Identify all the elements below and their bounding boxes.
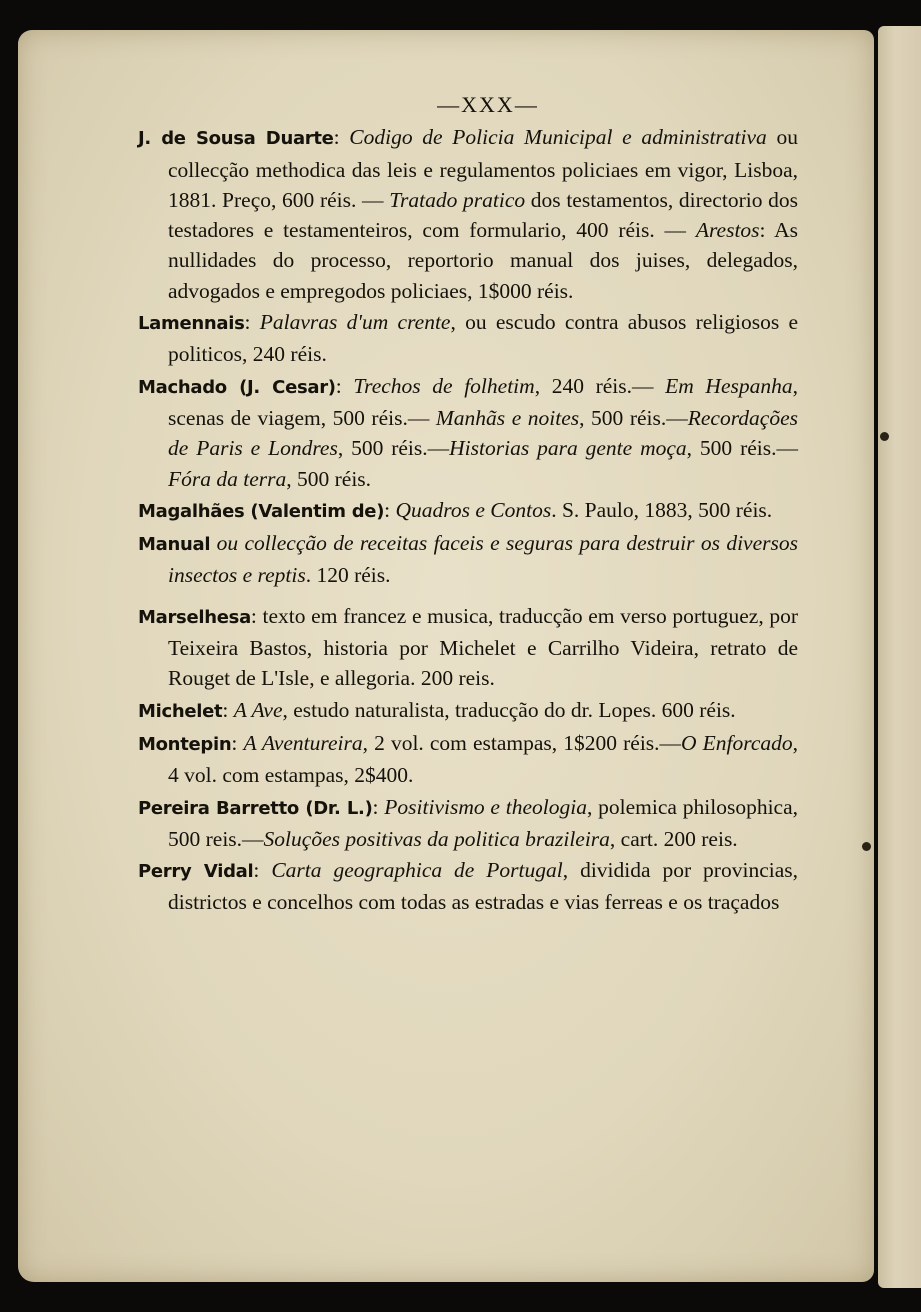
entry-title-text: Tratado pratico: [389, 187, 526, 212]
entry-text: , 500 réis.: [286, 466, 372, 491]
entry-text: :: [253, 858, 272, 883]
entry-title-text: Manhãs e noites: [435, 405, 580, 430]
catalogue-entries: [138, 122, 798, 917]
ink-mark: [862, 842, 871, 851]
catalogue-entry: [138, 528, 798, 591]
entry-headword: Magalhães (Valentim de): [138, 500, 385, 522]
catalogue-entry: [138, 371, 798, 494]
entry-headword: Machado (J. Cesar): [138, 376, 336, 398]
entry-title-text: ou collecção de receitas faceis e seguras para destruir os diversos insectos e reptis: [168, 531, 798, 588]
entry-headword: J. de Sousa Duarte: [138, 128, 334, 150]
entry-text: , polemica philosophica, 500 reis.—: [168, 794, 799, 851]
entry-text: , 4 vol. com estampas, 2$400.: [168, 730, 798, 788]
entry-text: : As nullidades do processo, reportorio manual dos juises, delegados, advogados e empregodos policiaes, 1$000 réis.: [168, 218, 798, 303]
running-head: —XXX—: [437, 92, 539, 117]
entry-text: , 500 réis.—: [686, 436, 798, 461]
entry-title-text: Codigo de Policia Municipal e administrativa: [349, 125, 767, 150]
ink-mark: [880, 432, 889, 441]
entry-headword: Michelet: [138, 700, 223, 722]
entry-title-text: Recordações de Paris e Londres: [168, 405, 798, 461]
entry-title-text: Arestos: [695, 218, 760, 243]
catalogue-entry: [138, 495, 798, 527]
entry-headword: Manual: [138, 534, 211, 556]
entry-headword: Pereira Barretto (Dr. L.): [138, 797, 373, 819]
entry-text: , 2 vol. com estampas, 1$200 réis.—: [362, 730, 682, 755]
catalogue-entry: [138, 601, 798, 694]
entry-title-text: Soluções positivas da politica brazileira: [263, 826, 610, 851]
entry-title-text: Quadros e Contos: [395, 497, 552, 522]
catalogue-entry: [138, 728, 798, 791]
entry-text: :: [244, 310, 260, 335]
entry-title-text: A Ave: [233, 697, 283, 722]
entry-text: , ou escudo contra abusos religiosos e politicos, 240 réis.: [168, 310, 798, 367]
adjacent-page-edge: [878, 26, 921, 1288]
entry-title-text: Palavras d'um crente: [259, 310, 451, 335]
entry-text: , dividida por provincias, districtos e concelhos com todas as estradas e vias ferreas e os traçados: [168, 858, 798, 915]
entry-title-text: Carta geographica de Portugal: [271, 858, 563, 883]
entry-text: :: [222, 697, 234, 722]
entry-title-text: Trechos de folhetim: [353, 373, 535, 398]
entry-title-text: Positivismo e theologia: [384, 794, 587, 819]
entry-text: :: [333, 125, 350, 150]
entry-headword: Perry Vidal: [138, 861, 254, 883]
entry-text: , 500 réis.—: [579, 405, 688, 430]
entry-title-text: A Aventureira: [243, 730, 363, 755]
entry-text: , scenas de viagem, 500 réis.—: [168, 373, 798, 430]
entry-title-text: Em Hespanha: [665, 373, 793, 398]
entry-headword: Montepin: [138, 733, 232, 755]
entry-text: . S. Paulo, 1883, 500 réis.: [551, 497, 773, 522]
entry-text: :: [384, 497, 396, 522]
entry-text: dos testamentos, directorio dos testadores e testamenteiros, com formulario, 400 réis. —: [168, 187, 798, 243]
entry-headword: Marselhesa: [138, 606, 251, 628]
book-page: [18, 30, 874, 1282]
catalogue-entry: [138, 792, 798, 855]
entry-text: ou collecção methodica das leis e regulamentos policiaes em vigor, Lisboa, 1881. Preço, 600 réis. —: [168, 125, 798, 212]
entry-title-text: O Enforcado: [681, 730, 793, 755]
entry-text: , 240 réis.—: [534, 373, 666, 398]
entry-text: , 500 réis.—: [337, 436, 450, 461]
entry-headword: Lamennais: [138, 313, 245, 335]
catalogue-entry: [138, 307, 798, 370]
entry-text: : texto em francez e musica, traducção em verso portuguez, por Teixeira Bastos, historia por Michelet e Carrilho Videira, retrato de Rouget de L'Isle, e allegoria. 200 reis.: [168, 603, 798, 691]
entry-text: . 120 réis.: [305, 563, 391, 588]
entry-title-text: Fóra da terra: [168, 466, 287, 491]
entry-text: , cart. 200 reis.: [609, 826, 738, 851]
entry-title-text: Historias para gente moça: [449, 436, 687, 461]
page-content: [138, 90, 798, 919]
entry-text: , estudo naturalista, traducção do dr. Lopes. 600 réis.: [282, 697, 736, 722]
entry-text: :: [335, 373, 354, 398]
catalogue-entry: [138, 855, 798, 918]
entry-text: :: [231, 730, 244, 755]
catalogue-entry: [138, 695, 798, 727]
entry-text: :: [372, 794, 385, 819]
catalogue-entry: [138, 122, 798, 306]
